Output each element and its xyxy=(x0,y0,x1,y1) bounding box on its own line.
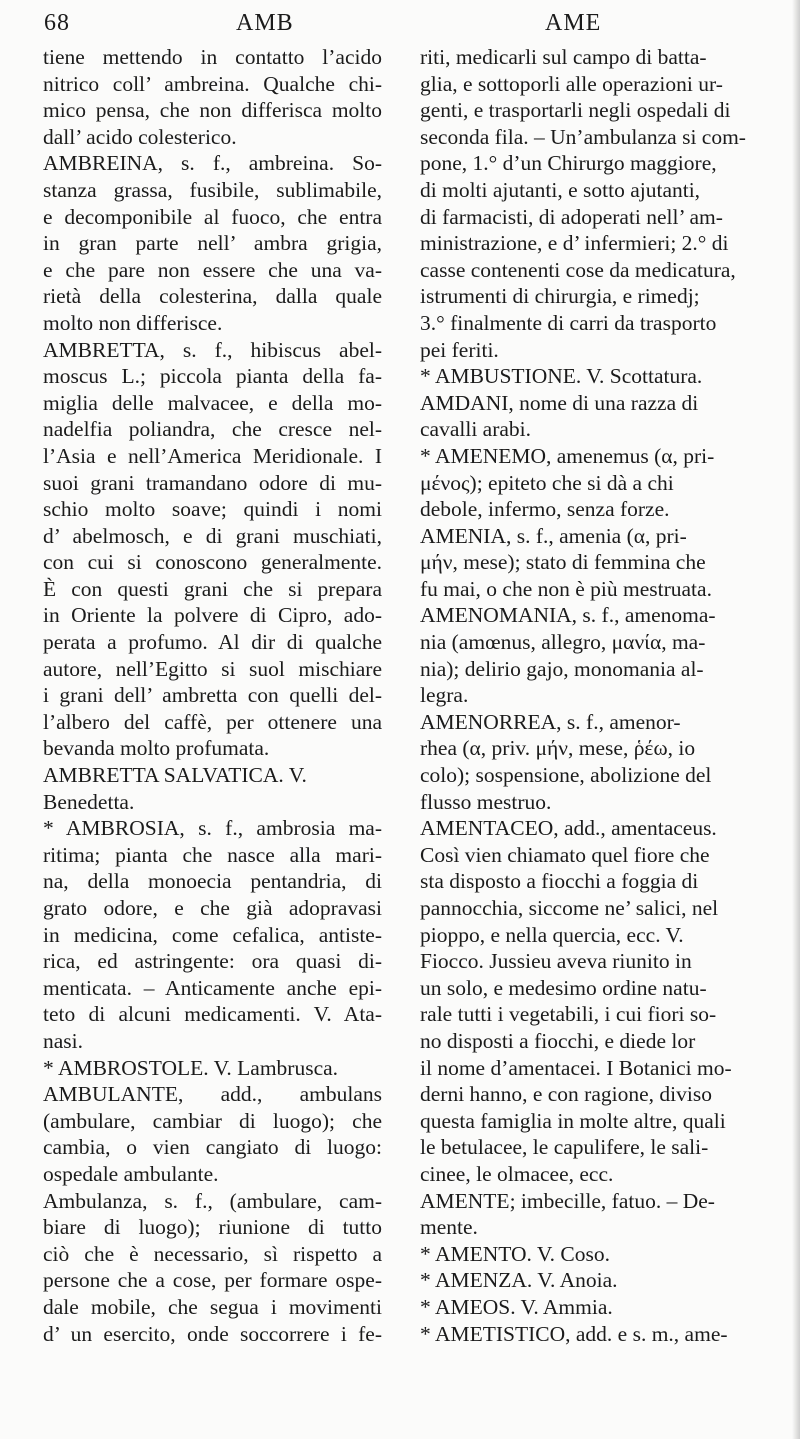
text-line: in medicina, come cefalica, antiste- xyxy=(43,922,382,947)
text-line: cinee, le olmacee, ecc. xyxy=(420,1161,614,1186)
text-line: rale tutti i vegetabili, i cui fiori so- xyxy=(420,1002,717,1027)
text-line: dale mobile, che segua i movimenti xyxy=(43,1294,382,1319)
text-line: stanza grassa, fusibile, sublimabile, xyxy=(43,177,382,202)
text-line: flusso mestruo. xyxy=(420,789,552,814)
text-line: no disposti a fiocchi, e diede lor xyxy=(420,1028,696,1053)
text-line: in Oriente la polvere di Cipro, ado- xyxy=(43,603,382,628)
text-line: bevanda molto profumata. xyxy=(43,736,270,761)
text-line: persone che a cose, per formare ospe- xyxy=(43,1268,382,1293)
text-line: * AMENEMO, amenemus (α, pri- xyxy=(420,443,715,468)
text-line: AMBREINA, s. f., ambreina. So- xyxy=(43,151,382,176)
text-line: menticata. – Anticamente anche epi- xyxy=(43,975,382,1000)
text-line: le betulacee, le capulifere, le sali- xyxy=(420,1135,709,1160)
text-line: AMENTACEO, add., amentaceus. xyxy=(420,816,717,841)
text-line: mente. xyxy=(420,1215,478,1240)
text-line: e decomponibile al fuoco, che entra xyxy=(43,204,382,229)
text-line: derni hanno, e con ragione, diviso xyxy=(420,1082,712,1107)
text-line: rhea (α, priv. μήν, mese, ῥέω, io xyxy=(420,736,696,761)
text-line: Benedetta. xyxy=(43,789,135,814)
text-line: i grani dell’ ambretta con quelli del- xyxy=(43,683,382,708)
text-line: AMBRETTA, s. f., hibiscus abel- xyxy=(43,337,382,362)
text-line: suoi grani tramandano odore di mu- xyxy=(43,470,382,495)
page-header xyxy=(0,10,800,44)
text-line: tiene mettendo in contatto l’acido xyxy=(43,45,382,69)
text-line: fu mai, o che non è più mestruata. xyxy=(420,576,712,601)
text-line: autore, nell’Egitto si suol mischiare xyxy=(43,656,382,681)
right-guide-word: AME xyxy=(545,10,602,36)
text-line: glia, e sottoporli alle operazioni ur- xyxy=(420,71,723,96)
text-line: Fiocco. Jussieu aveva riunito in xyxy=(420,949,692,974)
text-line: pone, 1.° d’un Chirurgo maggiore, xyxy=(420,151,717,176)
text-line: un solo, e medesimo ordine natu- xyxy=(420,975,707,1000)
text-line: nasi. xyxy=(43,1028,84,1053)
text-line: sta disposto a fiocchi a foggia di xyxy=(420,869,699,894)
text-line: mico pensa, che non differisca molto xyxy=(43,98,382,123)
text-line: * AMENTO. V. Coso. xyxy=(420,1241,610,1266)
text-line: il nome d’amentacei. I Botanici mo- xyxy=(420,1055,732,1080)
text-line: casse contenenti cose da medicatura, xyxy=(420,257,736,282)
text-line: Così vien chiamato quel fiore che xyxy=(420,842,710,867)
text-line: in gran parte nell’ ambra grigia, xyxy=(43,231,382,256)
text-line: nia); delirio gajo, monomania al- xyxy=(420,656,704,681)
text-line: ospedale ambulante. xyxy=(43,1161,219,1186)
text-line: AMENIA, s. f., amenia (α, pri- xyxy=(420,523,687,548)
text-line: μήν, mese); stato di femmina che xyxy=(420,550,706,575)
text-line: biare di luogo); riunione di tutto xyxy=(43,1215,382,1240)
text-line: grato odore, e che già adopravasi xyxy=(43,896,382,920)
text-line: cavalli arabi. xyxy=(420,417,532,442)
text-line: 3.° finalmente di carri da trasporto xyxy=(420,310,717,335)
text-line: * AMENZA. V. Anoia. xyxy=(420,1268,618,1293)
text-line: AMBULANTE, add., ambulans xyxy=(43,1082,382,1107)
text-line: AMBRETTA SALVATICA. V. xyxy=(43,763,307,788)
text-line: μένος); epiteto che si dà a chi xyxy=(420,470,674,495)
text-line: legra. xyxy=(420,683,469,708)
text-line: pei feriti. xyxy=(420,337,499,362)
text-line: AMDANI, nome di una razza di xyxy=(420,390,699,415)
text-line: na, della monoecia pentandria, di xyxy=(43,869,382,894)
text-line: colo); sospensione, abolizione del xyxy=(420,763,712,788)
page-edge-shadow xyxy=(792,0,800,1439)
text-line: AMENORREA, s. f., amenor- xyxy=(420,709,681,734)
text-line: rietà della colesterina, dalla quale xyxy=(43,284,382,309)
page-number: 68 xyxy=(44,10,70,36)
text-line: * AMBROSIA, s. f., ambrosia ma- xyxy=(43,816,382,841)
text-line: di farmacisti, di adoperati nell’ am- xyxy=(420,204,723,229)
text-line: Ambulanza, s. f., (ambulare, cam- xyxy=(43,1188,382,1213)
text-line: * AMETISTICO, add. e s. m., ame- xyxy=(420,1321,728,1346)
text-line: ritima; pianta che nasce alla mari- xyxy=(43,842,382,867)
text-line: debole, infermo, senza forze. xyxy=(420,497,670,522)
text-line: rica, ed astringente: ora quasi di- xyxy=(43,949,382,974)
text-line: AMENOMANIA, s. f., amenoma- xyxy=(420,603,716,628)
right-column xyxy=(420,44,790,1347)
text-line: cambia, o vien cangiato di luogo: xyxy=(43,1135,382,1160)
text-line: pannocchia, siccome ne’ salici, nel xyxy=(420,896,719,920)
text-line: È con questi grani che si prepara xyxy=(43,576,382,601)
text-line: ciò che è necessario, sì rispetto a xyxy=(43,1241,382,1266)
text-line: riti, medicarli sul campo di batta- xyxy=(420,45,707,69)
text-line: nadelfia poliandra, che cresce nel- xyxy=(43,417,382,442)
text-line: con cui si conoscono generalmente. xyxy=(43,550,382,575)
text-line: moscus L.; piccola pianta della fa- xyxy=(43,364,382,389)
text-line: questa famiglia in molte altre, quali xyxy=(420,1108,726,1133)
text-line: * AMEOS. V. Ammia. xyxy=(420,1294,613,1319)
text-line: perata a profumo. Al dir di qualche xyxy=(43,630,382,655)
text-line: dall’ acido colesterico. xyxy=(43,124,237,149)
text-line: molto non differisce. xyxy=(43,310,223,335)
text-line: genti, e trasportarli negli ospedali di xyxy=(420,98,731,123)
text-line: l’albero del caffè, per ottenere una xyxy=(43,709,382,734)
text-line: miglia delle malvacee, e della mo- xyxy=(43,390,382,415)
text-line: (ambulare, cambiar di luogo); che xyxy=(43,1108,382,1133)
text-line: pioppo, e nella quercia, ecc. V. xyxy=(420,922,684,947)
text-line: istrumenti di chirurgia, e rimedj; xyxy=(420,284,700,309)
text-line: AMENTE; imbecille, fatuo. – De- xyxy=(420,1188,715,1213)
text-line: nia (amœnus, allegro, μανία, ma- xyxy=(420,630,706,655)
text-line: nitrico coll’ ambreina. Qualche chi- xyxy=(43,71,382,96)
text-line: ministrazione, e d’ infermieri; 2.° di xyxy=(420,231,729,256)
left-column xyxy=(43,44,382,1347)
left-guide-word: AMB xyxy=(236,10,294,36)
text-line: e che pare non essere che una va- xyxy=(43,257,382,282)
text-line: teto di alcuni medicamenti. V. Ata- xyxy=(43,1002,382,1027)
text-line: d’ abelmosch, e di grani muschiati, xyxy=(43,523,382,548)
text-line: di molti ajutanti, e sotto ajutanti, xyxy=(420,177,701,202)
text-line: * AMBUSTIONE. V. Scottatura. xyxy=(420,364,703,389)
text-line: schio molto soave; quindi i nomi xyxy=(43,497,382,522)
text-line: l’Asia e nell’America Meridionale. I xyxy=(43,443,382,468)
text-line: seconda fila. – Un’ambulanza si com- xyxy=(420,124,746,149)
text-line: * AMBROSTOLE. V. Lambrusca. xyxy=(43,1055,339,1080)
text-line: d’ un esercito, onde soccorrere i fe- xyxy=(43,1321,382,1346)
